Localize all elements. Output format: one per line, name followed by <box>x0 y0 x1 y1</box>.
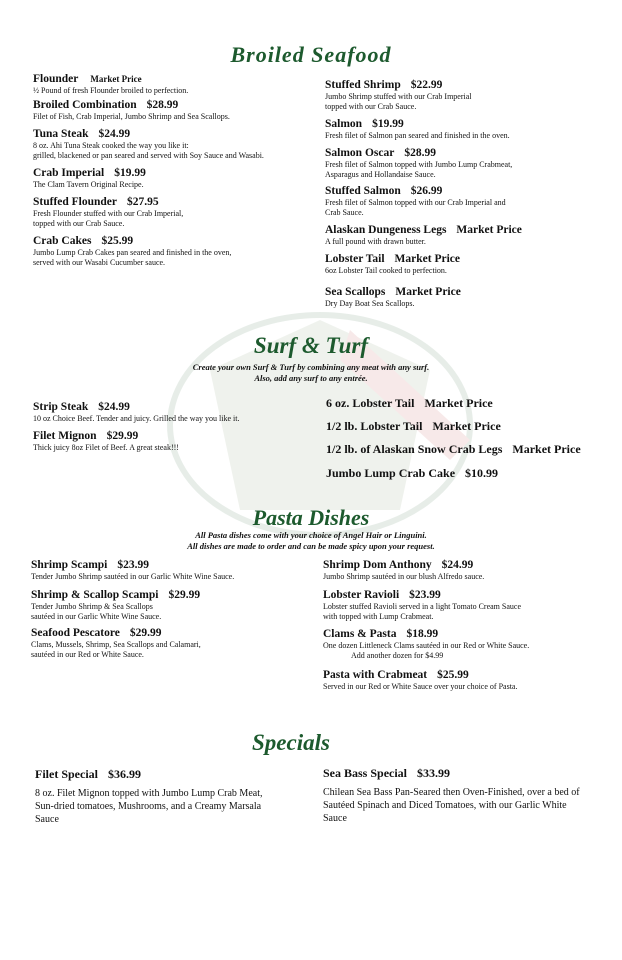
item-desc: 10 oz Choice Beef. Tender and juicy. Grilled the way you like it. <box>33 414 240 423</box>
pasta-subtitle <box>0 530 622 552</box>
item-name: Strip Steak <box>33 401 89 413</box>
item-price: $10.99 <box>465 466 499 480</box>
item-price: Market Price <box>456 224 522 236</box>
item-desc: served with our Wasabi Cucumber sauce. <box>33 258 166 267</box>
menu-item-shrimp-dom-anthony <box>323 559 484 582</box>
item-price: Market Price <box>424 396 493 410</box>
menu-item-alaskan-dungeness-legs <box>325 224 522 247</box>
item-price: $28.99 <box>146 99 179 111</box>
subtitle-line: Also, add any surf to any entrée. <box>254 373 368 383</box>
item-price: $29.99 <box>129 627 162 639</box>
item-price: $19.99 <box>114 167 146 179</box>
item-desc: Tender Jumbo Shrimp & Sea Scallops <box>31 602 153 611</box>
menu-item-stuffed-flounder <box>33 196 183 229</box>
item-name: Pasta with Crabmeat <box>323 669 428 681</box>
item-desc: Filet of Fish, Crab Imperial, Jumbo Shrimp and Sea Scallops. <box>33 112 230 121</box>
item-desc: Dry Day Boat Sea Scallops. <box>325 299 415 308</box>
item-desc: Clams, Mussels, Shrimp, Sea Scallops and Calamari, <box>31 640 201 649</box>
item-desc: Jumbo Shrimp sautéed in our blush Alfredo sauce. <box>323 572 485 581</box>
item-desc: ½ Pound of fresh Flounder broiled to perfection. <box>33 86 189 95</box>
item-price: $22.99 <box>410 79 443 91</box>
item-name: Clams & Pasta <box>323 628 397 640</box>
surf-turf-title: Surf & Turf <box>253 333 369 358</box>
menu-item-seafood-pescatore <box>31 627 201 660</box>
item-name: Sea Scallops <box>325 286 386 298</box>
menu-item-half-lb-lobster-tail <box>326 420 501 433</box>
item-price: $24.99 <box>441 559 474 571</box>
item-desc: 6oz Lobster Tail cooked to perfection. <box>325 266 447 275</box>
item-name: Seafood Pescatore <box>31 627 120 639</box>
item-desc: grilled, blackened or pan seared and served with Soy Sauce and Wasabi. <box>33 151 264 160</box>
item-name: 1/2 lb. of Alaskan Snow Crab Legs <box>326 442 503 456</box>
item-price: $26.99 <box>410 185 443 197</box>
item-price: $23.99 <box>117 559 149 571</box>
item-desc: Asparagus and Hollandaise Sauce. <box>325 170 436 179</box>
item-name: Salmon Oscar <box>325 147 395 159</box>
item-name: Filet Special <box>35 767 98 781</box>
menu-item-lobster-ravioli <box>323 589 521 622</box>
item-name: Lobster Ravioli <box>323 589 400 601</box>
menu-item-snow-crab-legs <box>326 443 581 456</box>
item-price: Market Price <box>394 253 460 265</box>
item-price: $29.99 <box>168 589 201 601</box>
item-name: Tuna Steak <box>33 128 89 140</box>
menu-item-shrimp-scallop-scampi <box>31 589 200 622</box>
item-name: Flounder <box>33 73 79 85</box>
item-desc: Jumbo Shrimp stuffed with our Crab Imperial <box>325 92 472 101</box>
item-name: Stuffed Flounder <box>33 196 118 208</box>
item-desc: topped with our Crab Sauce. <box>325 102 417 111</box>
menu-item-shrimp-scampi <box>31 559 234 582</box>
menu-item-stuffed-shrimp <box>325 79 472 112</box>
menu-item-stuffed-salmon <box>325 185 506 218</box>
item-price: $33.99 <box>417 766 451 780</box>
item-name: Shrimp Scampi <box>31 559 108 571</box>
item-name: Shrimp Dom Anthony <box>323 559 432 571</box>
menu-item-crab-cakes <box>33 235 231 268</box>
item-price: $18.99 <box>406 628 439 640</box>
item-price: Market Price <box>432 419 501 433</box>
item-price: $27.95 <box>127 196 159 208</box>
item-price: $25.99 <box>437 669 469 681</box>
item-desc: Fresh Flounder stuffed with our Crab Imperial, <box>33 209 184 218</box>
item-name: 6 oz. Lobster Tail <box>326 396 415 410</box>
menu-item-tuna-steak <box>33 128 264 161</box>
item-price: $24.99 <box>98 401 130 413</box>
item-price: $23.99 <box>409 589 441 601</box>
item-price: Market Price <box>395 286 461 298</box>
specials-title: Specials <box>252 730 330 755</box>
item-desc: with topped with Lump Crabmeat. <box>323 612 434 621</box>
subtitle-line: All dishes are made to order and can be made spicy upon your request. <box>187 541 435 551</box>
item-price: $29.99 <box>106 430 139 442</box>
menu-item-clams-pasta <box>323 628 529 661</box>
item-desc: Add another dozen for $4.99 <box>351 651 444 660</box>
item-desc: Tender Jumbo Shrimp sautéed in our Garlic White Wine Sauce. <box>31 572 235 581</box>
menu-item-flounder <box>33 73 188 96</box>
item-name: Crab Cakes <box>33 235 92 247</box>
item-price: $24.99 <box>98 128 131 140</box>
item-name: Jumbo Lump Crab Cake <box>326 466 456 480</box>
menu-item-filet-special <box>35 768 280 826</box>
item-name: Lobster Tail <box>325 253 385 265</box>
menu-item-sea-scallops <box>325 286 461 309</box>
menu-item-crab-imperial <box>33 167 146 190</box>
item-name: Crab Imperial <box>33 167 105 179</box>
item-desc: Crab Sauce. <box>325 208 364 217</box>
item-name: 1/2 lb. Lobster Tail <box>326 419 423 433</box>
item-price: Market Price <box>512 442 581 456</box>
subtitle-line: Create your own Surf & Turf by combining any meat with any surf. <box>192 362 430 372</box>
item-desc: sautéed in our Red or White Sauce. <box>31 650 144 659</box>
menu-item-filet-mignon <box>33 430 179 453</box>
item-desc: Thick juicy 8oz Filet of Beef. A great steak!!! <box>33 443 179 452</box>
menu-item-strip-steak <box>33 401 240 424</box>
item-desc: 8 oz. Filet Mignon topped with Jumbo Lump Crab Meat, Sun-dried tomatoes, Mushrooms, and a Creamy Marsala Sauce <box>35 788 263 825</box>
item-desc: 8 oz. Ahi Tuna Steak cooked the way you like it: <box>33 141 189 150</box>
broiled-seafood-title: Broiled Seafood <box>230 42 392 67</box>
subtitle-line: All Pasta dishes come with your choice of Angel Hair or Linguini. <box>195 530 427 540</box>
item-name: Stuffed Salmon <box>325 185 401 197</box>
surf-turf-subtitle <box>0 362 622 384</box>
menu-item-broiled-combination <box>33 99 230 122</box>
item-desc: Lobster stuffed Ravioli served in a light Tomato Cream Sauce <box>323 602 521 611</box>
item-desc: Fresh filet of Salmon topped with Jumbo Lump Crabmeat, <box>325 160 513 169</box>
item-price: $28.99 <box>404 147 436 159</box>
menu-item-jumbo-lump-crab-cake <box>326 467 498 480</box>
item-name: Sea Bass Special <box>323 766 408 780</box>
pasta-dishes-title: Pasta Dishes <box>252 505 370 530</box>
item-desc: Fresh filet of Salmon topped with our Crab Imperial and <box>325 198 506 207</box>
item-desc: A full pound with drawn butter. <box>325 237 426 246</box>
item-desc: Chilean Sea Bass Pan-Seared then Oven-Finished, over a bed of Sautéed Spinach and Diced Tomatoes, with our Garlic White Sauce <box>323 787 580 824</box>
item-name: Salmon <box>325 118 363 130</box>
menu-item-salmon-oscar <box>325 147 512 180</box>
item-desc: The Clam Tavern Original Recipe. <box>33 180 144 189</box>
item-desc: Jumbo Lump Crab Cakes pan seared and finished in the oven, <box>33 248 232 257</box>
item-desc: Fresh filet of Salmon pan seared and finished in the oven. <box>325 131 510 140</box>
menu-item-sea-bass-special <box>323 767 588 825</box>
item-name: Stuffed Shrimp <box>325 79 401 91</box>
item-desc: One dozen Littleneck Clams sautéed in our Red or White Sauce. <box>323 641 530 650</box>
item-name: Alaskan Dungeness Legs <box>325 224 447 236</box>
menu-item-salmon <box>325 118 510 141</box>
item-price: $36.99 <box>108 767 141 781</box>
item-name: Filet Mignon <box>33 430 97 442</box>
menu-item-lobster-tail <box>325 253 460 276</box>
item-price: $25.99 <box>101 235 134 247</box>
item-price: Market Price <box>90 74 142 84</box>
item-name: Shrimp & Scallop Scampi <box>31 589 159 601</box>
item-price: $19.99 <box>372 118 404 130</box>
item-desc: Served in our Red or White Sauce over your choice of Pasta. <box>323 682 518 691</box>
menu-item-pasta-with-crabmeat <box>323 669 517 692</box>
item-desc: sautéed in our Garlic White Wine Sauce. <box>31 612 162 621</box>
menu-item-6oz-lobster-tail <box>326 397 493 410</box>
item-name: Broiled Combination <box>33 99 137 111</box>
item-desc: topped with our Crab Sauce. <box>33 219 125 228</box>
